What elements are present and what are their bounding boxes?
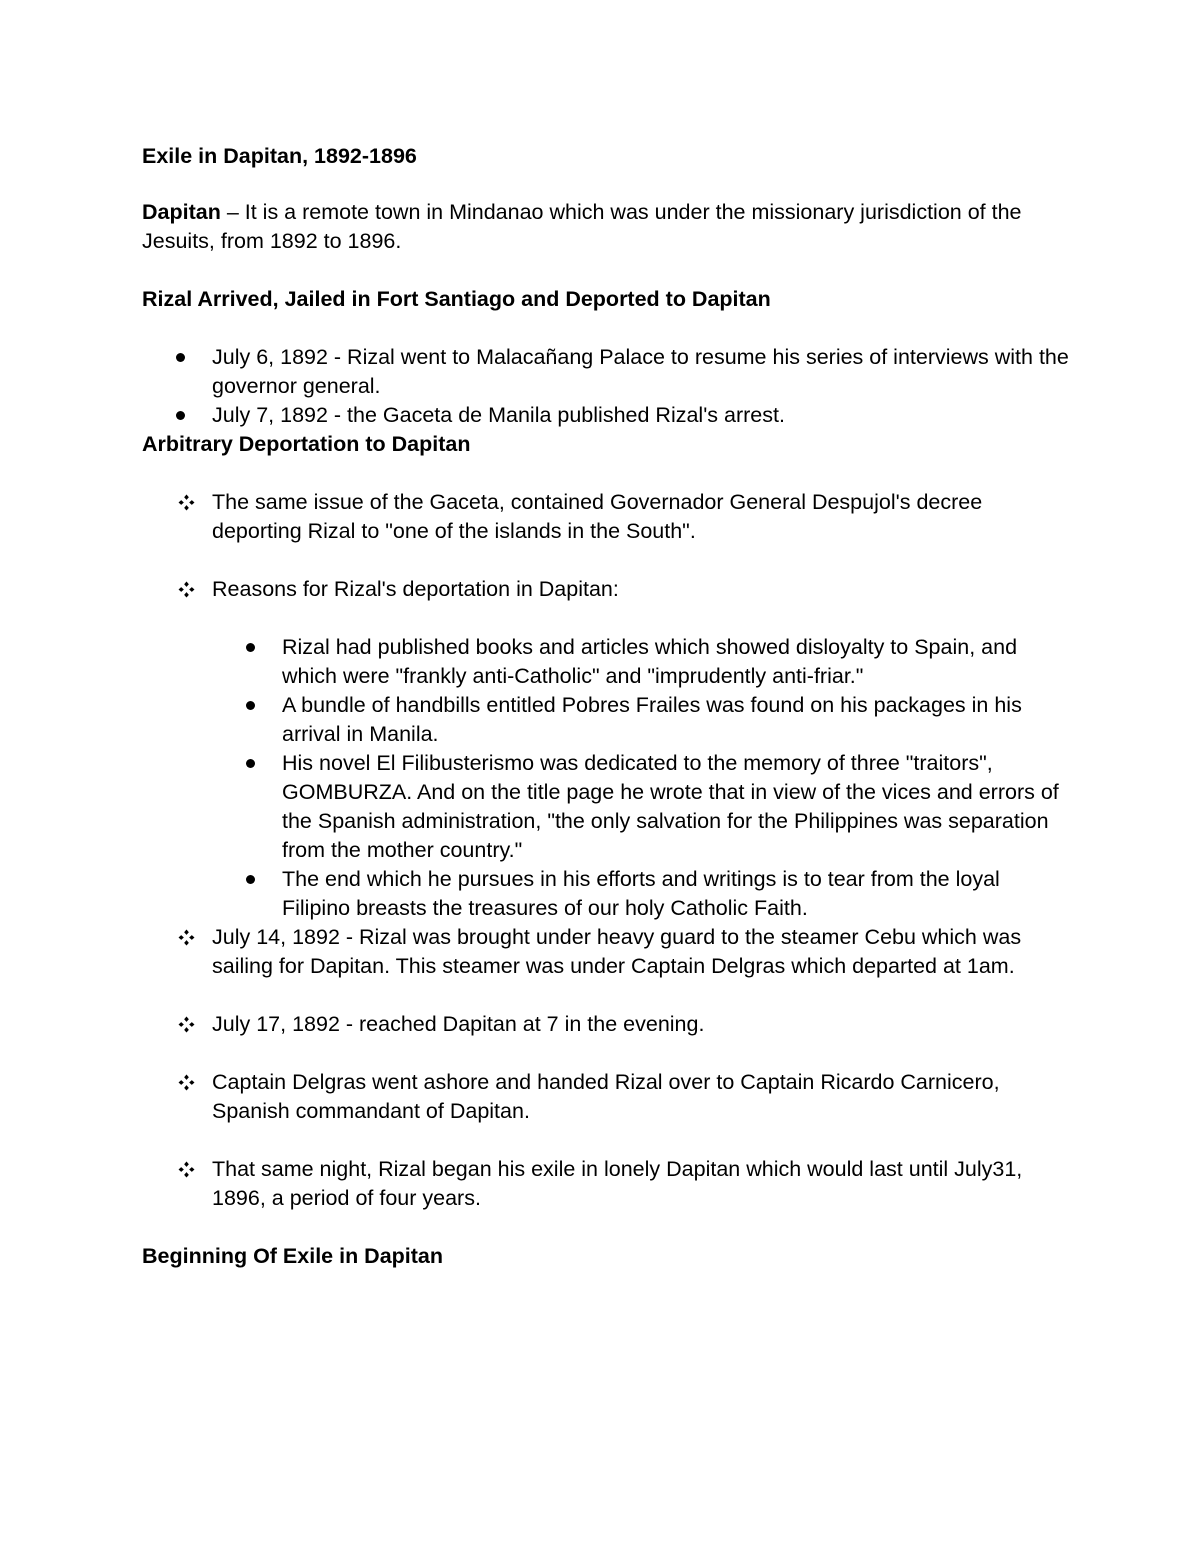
list-item: A bundle of handbills entitled Pobres Frailes was found on his packages in his arrival in Manila. — [142, 691, 1072, 749]
diamond-bullet-icon — [178, 581, 195, 598]
bullet-icon — [176, 411, 185, 420]
list-item: July 6, 1892 - Rizal went to Malacañang Palace to resume his series of interviews with the governor general. — [142, 343, 1072, 401]
bullet-icon — [246, 875, 255, 884]
dapitan-definition — [142, 198, 1072, 256]
list-item: The end which he pursues in his efforts and writings is to tear from the loyal Filipino breasts the treasures of our holy Catholic Faith. — [142, 865, 1072, 923]
document-page — [142, 142, 1072, 1300]
document-title: Exile in Dapitan, 1892-1896 — [142, 144, 417, 168]
diamond-bullet-icon — [178, 1161, 195, 1178]
list-item: July 7, 1892 - the Gaceta de Manila published Rizal's arrest. — [142, 401, 1072, 430]
list-item: Captain Delgras went ashore and handed Rizal over to Captain Ricardo Carnicero, Spanish commandant of Dapitan. — [142, 1068, 1072, 1126]
bullet-icon — [246, 759, 255, 768]
list-item: Rizal had published books and articles which showed disloyalty to Spain, and which were "frankly anti-Catholic" and "imprudently anti-friar." — [142, 633, 1072, 691]
list-item: That same night, Rizal began his exile in lonely Dapitan which would last until July31, 1896, a period of four years. — [142, 1155, 1072, 1213]
list-item: Reasons for Rizal's deportation in Dapitan: — [142, 575, 1072, 604]
list-item: His novel El Filibusterismo was dedicated to the memory of three "traitors", GOMBURZA. And on the title page he wrote that in view of the vices and errors of the Spanish administration, "the only salvation for the Philippines was separation from the mother country." — [142, 749, 1072, 865]
arrival-list — [142, 343, 1072, 430]
bullet-icon — [246, 643, 255, 652]
definition-text: – It is a remote town in Mindanao which was under the missionary jurisdiction of the Jesuits, from 1892 to 1896. — [142, 200, 1022, 253]
diamond-bullet-icon — [178, 929, 195, 946]
section-heading-arrival: Rizal Arrived, Jailed in Fort Santiago and Deported to Dapitan — [142, 287, 771, 311]
bullet-icon — [246, 701, 255, 710]
diamond-bullet-icon — [178, 1016, 195, 1033]
list-item: The same issue of the Gaceta, contained Governador General Despujol's decree deporting Rizal to "one of the islands in the South". — [142, 488, 1072, 546]
reasons-list — [142, 633, 1072, 923]
diamond-bullet-icon — [178, 1074, 195, 1091]
bullet-icon — [176, 353, 185, 362]
section-heading-beginning: Beginning Of Exile in Dapitan — [142, 1244, 444, 1268]
diamond-bullet-icon — [178, 494, 195, 511]
list-item: July 14, 1892 - Rizal was brought under heavy guard to the steamer Cebu which was sailing for Dapitan. This steamer was under Captain Delgras which departed at 1am. — [142, 923, 1072, 981]
list-item: July 17, 1892 - reached Dapitan at 7 in the evening. — [142, 1010, 1072, 1039]
section-heading-deportation: Arbitrary Deportation to Dapitan — [142, 432, 471, 456]
definition-term: Dapitan — [142, 200, 221, 224]
